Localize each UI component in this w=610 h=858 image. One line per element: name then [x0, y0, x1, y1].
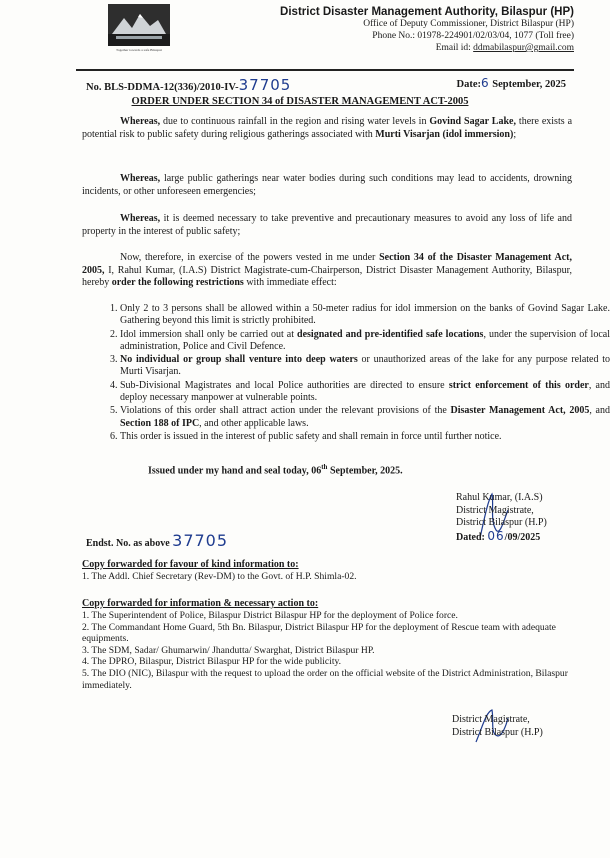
header-divider: [76, 69, 574, 71]
email-label: Email id:: [435, 43, 474, 53]
org-name: District Disaster Management Authority, Bilaspur (HP): [280, 6, 574, 18]
office-line: Office of Deputy Commissioner, District Bilaspur (HP): [363, 19, 574, 29]
list-item: 2. The Commandant Home Guard, 5th Bn. Bilaspur, District Bilaspur HP for the deployment of Rescue team with adequate equipments.: [82, 621, 556, 645]
endorsement-handwritten: 37705: [172, 531, 229, 550]
phone-line: Phone No.: 01978-224901/02/03/04, 1077 (Toll free): [372, 31, 574, 41]
signature-block-2: [452, 714, 543, 739]
reference-prefix: No. BLS-DDMA-12(336)/2010-IV-: [86, 82, 239, 93]
date-rest: September, 2025: [489, 79, 566, 90]
whereas-paragraph-1: Whereas, due to continuous rainfall in the region and rising water levels in Govind Sagar Lake, there exists a potential risk to public safety during religious gatherings associated with Murti Visarjan (idol immersion);: [82, 116, 573, 140]
restriction-item: 6. This order is issued in the interest of public safety and shall remain in force until further notice.: [120, 431, 610, 443]
reference-handwritten: 37705: [238, 76, 292, 94]
now-therefore-paragraph: Now, therefore, in exercise of the powers vested in me under Section 34 of the Disaster Management Act, 2005, I, Rahul Kumar, (I.A.S) District Magistrate-cum-Chairperson, District Disaster Management Authority, Bilaspur, hereby order the following restrictions with immediate effect:: [82, 252, 572, 288]
ddma-logo: [108, 4, 170, 46]
date-handwritten: 6: [481, 76, 490, 90]
restrictions-list: [82, 303, 610, 444]
restriction-item: 1. Only 2 to 3 persons shall be allowed within a 50-meter radius for idol immersion on the banks of Govind Sagar Lake. Gathering beyond this limit is strictly prohibited.: [120, 303, 610, 328]
email-link[interactable]: ddmabilaspur@gmail.com: [473, 43, 574, 53]
endorsement-number: Endst. No. as above 37705: [86, 531, 229, 550]
date-label: Date:: [456, 79, 482, 90]
copy-action-heading: Copy forwarded for information & necessary action to:: [82, 598, 319, 609]
signatory-title: District Magistrate,: [452, 714, 530, 725]
restriction-item: 3. No individual or group shall venture into deep waters or unauthorized areas of the lake for any purpose related to Murti Visarjan.: [120, 354, 610, 379]
signatory-place: District Bilaspur (H.P): [452, 726, 543, 738]
list-item: 1. The Superintendent of Police, Bilaspur District Bilaspur HP for the deployment of Police force.: [82, 610, 458, 621]
dated-line: Dated: 06/09/2025: [456, 528, 541, 543]
whereas-paragraph-3: Whereas, it is deemed necessary to take preventive and precautionary measures to avoid any loss of life and property in the interest of public safety;: [82, 213, 572, 237]
restriction-item: 4. Sub-Divisional Magistrates and local Police authorities are directed to ensure strict enforcement of this order, and deploy necessary manpower at vulnerable points.: [120, 380, 610, 405]
list-item: 3. The SDM, Sadar/ Ghumarwin/ Jhandutta/ Swarghat, District Bilaspur HP.: [82, 644, 375, 656]
logo-tagline: Together towards a safe Bilaspur: [115, 48, 163, 52]
email-line: [280, 42, 574, 54]
letterhead: [280, 6, 574, 54]
copy-action-list: [82, 610, 572, 691]
list-item: 5. The DIO (NIC), Bilaspur with the request to upload the order on the official website of the District Administration, Bilaspur immediately.: [82, 667, 568, 691]
restriction-item: 2. Idol immersion shall only be carried out at designated and pre-identified safe locations, under the supervision of local administration, Police and Civil Defence.: [120, 329, 610, 354]
signatory-place: District Bilaspur (H.P): [456, 517, 547, 528]
restriction-item: 5. Violations of this order shall attract action under the relevant provisions of the Disaster Management Act, 2005, and Section 188 of IPC, and other applicable laws.: [120, 405, 610, 430]
reference-number: [86, 76, 291, 94]
copy-information-heading: Copy forwarded for favour of kind information to:: [82, 559, 299, 570]
whereas-paragraph-2: Whereas, large public gatherings near water bodies during such conditions may lead to accidents, drowning incidents, or other unforeseen emergencies;: [82, 173, 572, 197]
issued-statement: Issued under my hand and seal today, 06th September, 2025.: [148, 463, 403, 477]
list-item: 4. The DPRO, Bilaspur, District Bilaspur HP for the wide publicity.: [82, 656, 342, 668]
signatory-title: District Magistrate,: [456, 504, 534, 516]
list-item: 1. The Addl. Chief Secretary (Rev-DM) to the Govt. of H.P. Shimla-02.: [82, 571, 357, 582]
copy-information-list: [82, 571, 572, 583]
signature-block-1: [456, 492, 547, 544]
order-title: ORDER UNDER SECTION 34 of DISASTER MANAGEMENT ACT-2005: [131, 96, 469, 107]
signatory-name: Rahul Kumar, (I.A.S): [456, 492, 543, 503]
order-date: [457, 76, 566, 90]
